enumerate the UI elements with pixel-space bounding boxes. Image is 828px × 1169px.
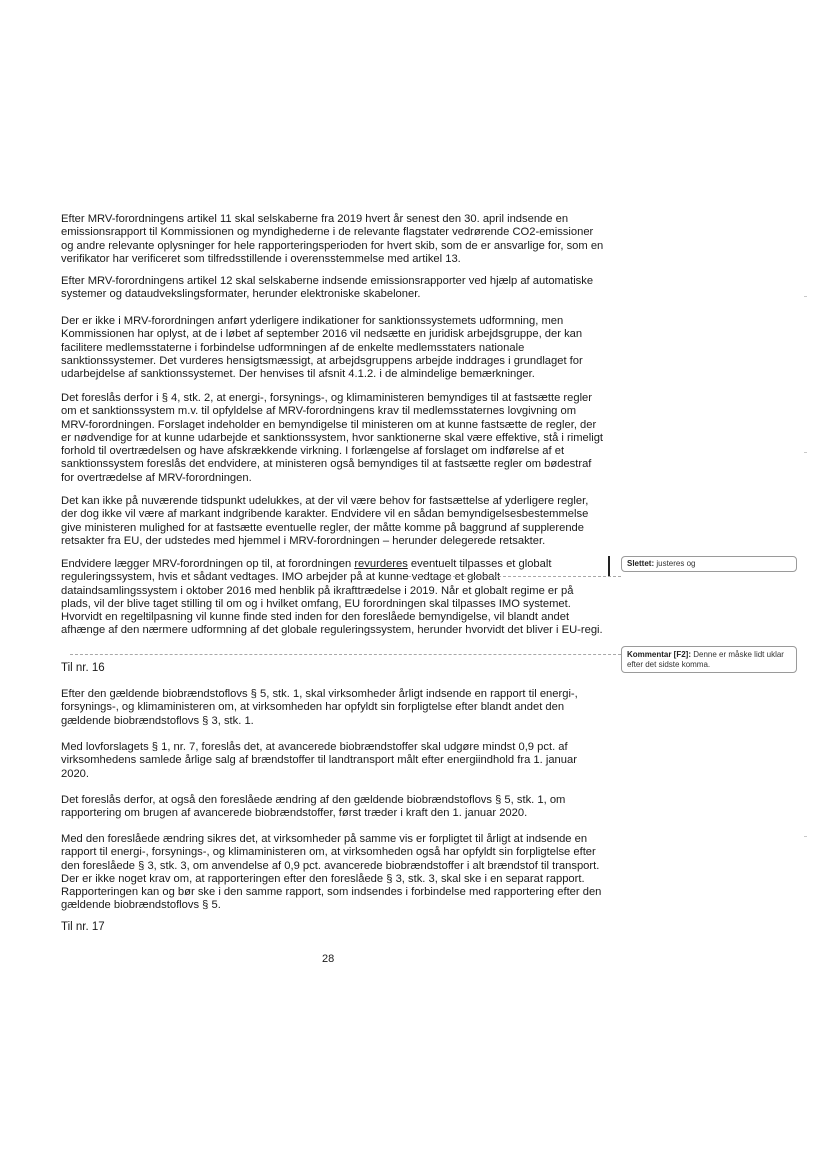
paragraph-biobraendstoflov-5: Efter den gældende biobrændstoflovs § 5, stk. 1, skal virksomheder årligt indsende en rapport til energi-, forsynings-, og klimaministeren om, at virksomheden har opfyldt sin forpligtelse efter blandt andet den gældende biobrændstoflovs § 3, stk. 1. bbox=[61, 688, 578, 727]
paragraph-sanktionssystem: Der er ikke i MRV-forordningen anført yderligere indikationer for sanktionssystemets udformning, men Kommissionen har oplyst, at de i løbet af september 2016 vil nedsætte en juridisk arbejdsgruppe, der kan facilitere medlemsstaterne i forbindelse udformningen af de enkelte medlemsstaters nationale sanktionssystemer. Det vurderes hensigtsmæssigt, at arbejdsgruppens arbejde inddrages i grundlaget for udarbejdelse af sanktionssystemet. Der henvises til afsnit 4.1.2. i de almindelige bemærkninger. bbox=[61, 315, 583, 381]
paragraph-lovforslag-1-7: Med lovforslagets § 1, nr. 7, foreslås det, at avancerede biobrændstoffer skal udgøre mindst 0,9 pct. af virksomhedens samlede årlige salg af brændstoffer til landtransport målt efter energiindhold fra 1. januar 2020. bbox=[61, 741, 577, 780]
change-bar bbox=[608, 556, 610, 577]
heading-til-nr-17: Til nr. 17 bbox=[61, 921, 105, 933]
tracked-insertion[interactable]: revurderes bbox=[354, 558, 408, 570]
paragraph-yderligere-regler: Det kan ikke på nuværende tidspunkt udelukkes, at der vil være behov for fastsættelse af yderligere regler, der dog ikke vil være af markant indgribende karakter. Endvidere vil en sådan bemyndigelsesbestemmelse give ministeren mulighed for at fastsætte eventuelle regler, der måtte komme på baggrund af supplerende retsakter fra EU, der udstedes med hjemmel i MRV-forordningen – herunder delegerede retsakter. bbox=[61, 495, 589, 547]
margin-mark bbox=[804, 836, 807, 837]
imo-text-rest: eventuelt tilpasses et globalt reguleringssystem, hvis et sådant vedtages. IMO arbejder på at kunne vedtage et globalt dataindsamlingssystem i oktober 2016 med henblik på ikrafttrædelse i 2019. Når et globalt regime er på plads, vil der blive taget stilling til om og i hvilket omfang, EU forordningen skal tilpasses IMO systemet. Hvorvidt en regeltilpasning vil kunne finde sted inden for den foreslåede bemyndigelse, vil blandt andet afhænge af den nærmere udformning af det globale reguleringssystem, herunder hvorvidt det bliver i EU-regi. bbox=[61, 558, 603, 637]
paragraph-artikel-12: Efter MRV-forordningens artikel 12 skal selskaberne indsende emissionsrapporter ved hjælp af automatiske systemer og dataudvekslingsformater, herunder elektroniske skabeloner. bbox=[61, 275, 594, 301]
paragraph-imo bbox=[61, 558, 606, 638]
margin-mark bbox=[804, 452, 807, 453]
paragraph-ikrafttraeden: Det foreslås derfor, at også den foreslåede ændring af den gældende biobrændstoflovs § 5, stk. 1, om rapportering om brugen af avancerede biobrændstoffer, først træder i kraft den 1. januar 2020. bbox=[61, 794, 566, 820]
deleted-text-balloon[interactable] bbox=[621, 556, 797, 572]
paragraph-artikel-11: Efter MRV-forordningens artikel 11 skal selskaberne fra 2019 hvert år senest den 30. april indsende en emissionsrapport til Kommissionen og myndighederne i de relevante flagstater vedrørende CO2-emissioner og andre relevante oplysninger for hele rapporteringsperioden for hvert skib, som de er ansvarlige for, som en verifikator har verificeret som tilfredsstillende i overensstemmelse med artikel 13. bbox=[61, 213, 604, 265]
comment-label: Kommentar [F2]: bbox=[627, 650, 692, 659]
imo-text-start: Endvidere lægger MRV-forordningen op til, at forordningen bbox=[61, 558, 355, 570]
page-number: 28 bbox=[322, 953, 335, 965]
paragraph-aendring-sikres: Med den foreslåede ændring sikres det, at virksomheder på samme vis er forpligtet til årligt at indsende en rapport til energi-, forsynings-, og klimaministeren om, at virksomheden også har opfyldt sin forpligtelse efter den foreslåede § 3, stk. 3, om anvendelse af 0,9 pct. avancerede biobrændstoffer i alt brændstof til transport. Der er ikke noget krav om, at rapporteringen efter den foreslåede § 3, stk. 3, skal ske i en separat rapport. Rapporteringen kan og bør ske i den samme rapport, som indsendes i forbindelse med rapportering efter den gældende biobrændstoflovs § 5. bbox=[61, 833, 602, 912]
deletion-connector-line bbox=[408, 576, 621, 577]
margin-mark bbox=[804, 296, 807, 297]
deleted-text: justeres og bbox=[656, 559, 696, 568]
comment-balloon[interactable] bbox=[621, 646, 797, 673]
deleted-label: Slettet: bbox=[627, 559, 655, 568]
paragraph-bemyndigelse: Det foreslås derfor i § 4, stk. 2, at energi-, forsynings-, og klimaministeren bemyndiges til at fastsætte regler om et sanktionssystem m.v. til opfyldelse af MRV-forordningens krav til medlemsstaternes lovgivning om MRV-forordningen. Forslaget indeholder en bemyndigelse til ministeren om at kunne fastsætte de regler, der er nødvendige for at kunne udarbejde et sanktionssystem, hvor sanktionerne skal være effektive, stå i rimeligt forhold til overtrædelsen og have afskrækkende virkning. I forlængelse af forslaget om indførelse af et sanktionssystem foreslås det endvidere, at ministeren også bemyndiges til at fastsætte regler om bødestraf for overtrædelse af MRV-forordningen. bbox=[61, 392, 604, 484]
heading-til-nr-16: Til nr. 16 bbox=[61, 662, 105, 674]
comment-text: Denne er måske lidt uklar efter det sidste komma. bbox=[627, 650, 784, 669]
comment-connector-line bbox=[70, 654, 621, 655]
